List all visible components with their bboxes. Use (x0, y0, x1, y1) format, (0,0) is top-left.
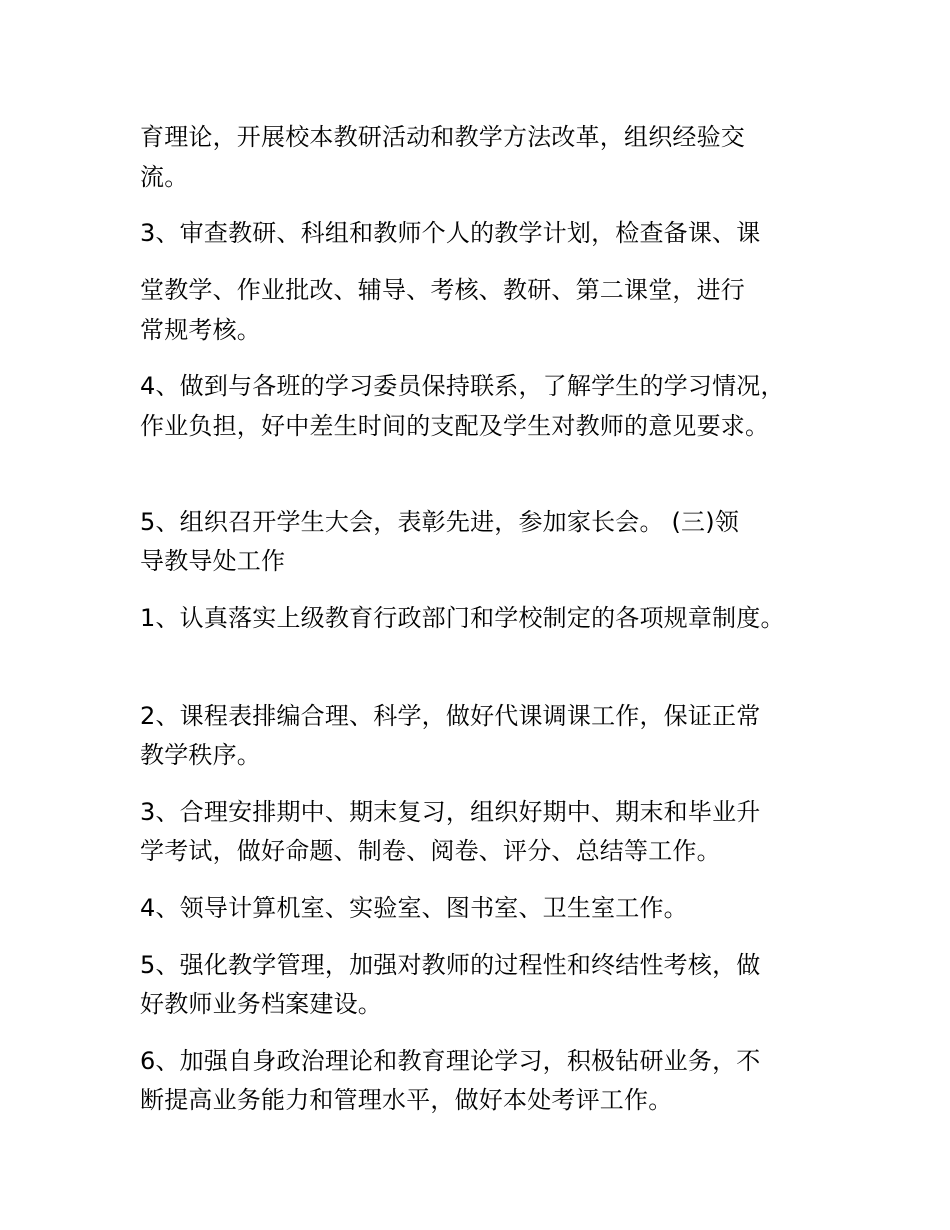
text-line: 堂教学、作业批改、辅导、考核、教研、第二课堂，进行 (140, 276, 745, 304)
text-line: 作业负担，好中差生时间的支配及学生对教师的意见要求。 (140, 412, 770, 440)
text-line: 5、强化教学管理，加强对教师的过程性和终结性考核，做 (140, 951, 761, 979)
text-line: 2、课程表排编合理、科学，做好代课调课工作，保证正常 (140, 702, 761, 730)
text-line: 导教导处工作 (140, 547, 286, 575)
text-line: 3、合理安排期中、期末复习，组织好期中、期末和毕业升 (140, 798, 761, 826)
text-line: 3、审查教研、科组和教师个人的教学计划，检查备课、课 (140, 219, 761, 247)
text-line: 流。 (140, 163, 189, 191)
text-line: 4、领导计算机室、实验室、图书室、卫生室工作。 (140, 894, 688, 922)
text-line: 好教师业务档案建设。 (140, 990, 382, 1018)
text-line: 断提高业务能力和管理水平，做好本处考评工作。 (140, 1086, 673, 1114)
text-line: 学考试，做好命题、制卷、阅卷、评分、总结等工作。 (140, 837, 721, 865)
text-line: 教学秩序。 (140, 741, 261, 769)
text-line: 6、加强自身政治理论和教育理论学习，积极钻研业务，不 (140, 1047, 761, 1075)
text-line: 育理论，开展校本教研活动和教学方法改革，组织经验交 (140, 123, 745, 151)
text-line: 4、做到与各班的学习委员保持联系，了解学生的学习情况， (140, 372, 785, 400)
text-line: 1、认真落实上级教育行政部门和学校制定的各项规章制度。 (140, 604, 785, 632)
text-line: 5、组织召开学生大会，表彰先进，参加家长会。 (三)领 (140, 508, 740, 536)
text-line: 常规考核。 (140, 316, 261, 344)
